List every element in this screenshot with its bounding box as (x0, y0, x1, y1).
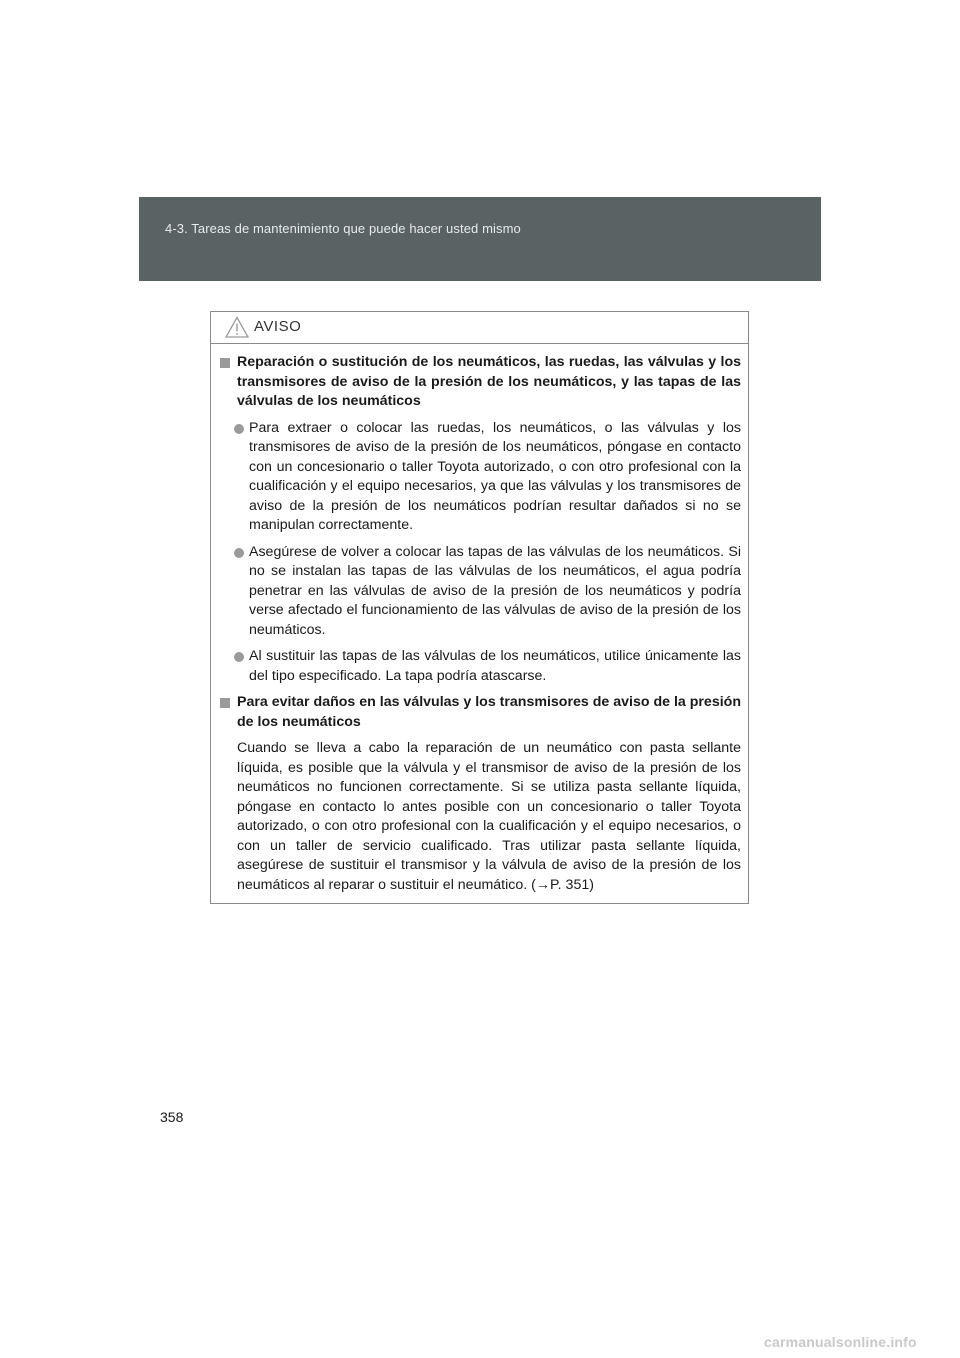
bullet-item: Para extraer o colocar las ruedas, los neumáticos, o las válvulas y los transmisores de aviso de la presión de los neumáticos, póngase en contacto con un concesionario o taller Toyota autorizado, o con otro profesional con la cualificación y el equipo necesarios, ya que las válvulas y los transmisores de aviso de la presión de los neumáticos podrían resultar dañados si no se manipulan correctamente. (219, 419, 741, 536)
section-heading: Reparación o sustitución de los neumáticos, las ruedas, las válvulas y los transmisores de aviso de la presión de los neumáticos, y las tapas de las válvulas de los neumáticos (219, 353, 741, 412)
watermark[interactable]: carmanualsonline.info (764, 1334, 917, 1350)
section-title: 4-3. Tareas de mantenimiento que puede hacer usted mismo (165, 221, 521, 236)
warning-header (211, 312, 748, 344)
bullet-item: Asegúrese de volver a colocar las tapas de las válvulas de los neumáticos. Si no se instalan las tapas de las válvulas de los neumáticos, el agua podría penetrar en las válvulas de aviso de la presión de los neumáticos y podría verse afectado el funcionamiento de las válvulas de aviso de la presión de los neumáticos. (219, 543, 741, 641)
section-header-band (139, 197, 821, 281)
circle-bullet-icon (234, 548, 244, 558)
square-bullet-icon (220, 358, 230, 368)
warning-triangle-icon (225, 316, 249, 338)
warning-box (210, 311, 749, 904)
section-heading: Para evitar daños en las válvulas y los transmisores de aviso de la presión de los neumáticos (219, 693, 741, 732)
warning-label: AVISO (254, 318, 302, 335)
circle-bullet-icon (234, 652, 244, 662)
warning-body (211, 344, 748, 895)
section-paragraph: Cuando se lleva a cabo la reparación de un neumático con pasta sellante líquida, es posible que la válvula y el transmisor de aviso de la presión de los neumáticos no funcionen correctamente. Si se utiliza pasta sellante líquida, póngase en contacto lo antes posible con un concesionario o taller Toyota autorizado, o con otro profesional con la cualificación y el equipo necesarios, o con un taller de servicio cualificado. Tras utilizar pasta sellante líquida, asegúrese de sustituir el transmisor y la válvula de aviso de la presión de los neumáticos al reparar o sustituir el neumático. (→P. 351) (237, 740, 741, 893)
page-number: 358 (160, 1109, 184, 1125)
bullet-item: Al sustituir las tapas de las válvulas de los neumáticos, utilice únicamente las del tipo especificado. La tapa podría atascarse. (219, 647, 741, 686)
circle-bullet-icon (234, 424, 244, 434)
square-bullet-icon (220, 698, 230, 708)
